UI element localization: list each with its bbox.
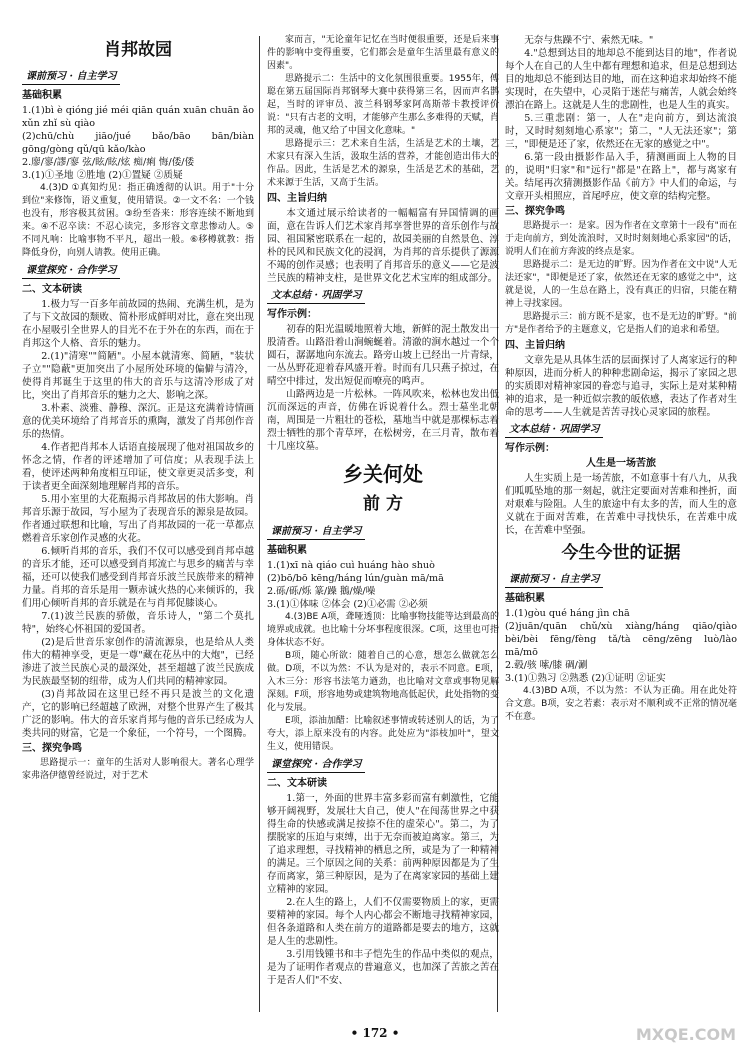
paragraph: 思路提示三：艺术来自生活，生活是艺术的土壤，艺术家只有深入生活，汲取生活的营养，才能创造出伟大的作品。因此，生活是艺术的源泉，生活是艺术的基础，艺术来源于生活，又高于生活。: [267, 139, 499, 188]
section-heading: 四、主旨归纳: [267, 193, 327, 204]
column-divider: [259, 36, 260, 1012]
section-heading: 基础积累: [267, 545, 307, 556]
answer-line: (2)chū/chù jiāo/jué bǎo/bāo bān/biàn gōng/gòng qǔ/qū kǎo/kào: [22, 131, 254, 155]
section-heading: 基础积累: [505, 593, 545, 604]
unit-title: 乡关何处: [343, 462, 423, 486]
answer-line: (2)juān/quān chǔ/xù xiàng/háng qiāo/qiào bèi/bèi fēng/fèng tǎ/tà cēng/zēng luò/lào mā/mō: [505, 621, 737, 658]
section-banner: 课堂探究 · 合作学习: [22, 264, 120, 279]
section-banner: 课前预习 · 自主学习: [22, 70, 120, 85]
answer-line: 3.(1)①熟习 ②熟悉 (2)①证明 ②证实: [505, 673, 666, 684]
paragraph: 思路提示二：生活中的文化氛围很重要。1955年，傅聪在第五届国际肖邦钢琴大赛中获得第三名，因而声名鹊起，当时的评审员、波兰科钢琴家阿高斯蒂卡教授评价说："只有古老的文明，才能够产生那么多难得的天赋，肖邦的灵魂，他又给了中国文化意味。": [267, 74, 499, 136]
column-1: [22, 34, 254, 783]
lesson-title: 今生今世的证据: [561, 543, 681, 563]
paragraph: 思路提示一：童年的生活对人影响很大。著名心理学家弗洛伊德曾经说过，对于艺术: [22, 758, 254, 781]
section-heading: 三、探究争鸣: [505, 206, 565, 217]
paragraph: 7.(1)波兰民族的骄傲，音乐诗人，"第二个莫扎特"，始终心怀祖国的爱国者。: [22, 611, 254, 635]
section-banner: 课前预习 · 自主学习: [505, 573, 603, 588]
section-banner: 课前预习 · 自主学习: [267, 525, 365, 540]
answer-line: 3.(1)①圣地 ②胜地 (2)①置疑 ②质疑: [22, 170, 183, 181]
page-number: • 172 •: [350, 1026, 400, 1040]
essay-title: 人生是一场苦旅: [586, 458, 656, 469]
answer-line: 2.廖/寥/謬/寥 弦/眩/眩/炫 痴/痢 悔/倭/倭: [22, 157, 195, 168]
section-heading: 写作示例：: [267, 309, 317, 320]
answer-explanation: 4.(3)BE A项，聋哑透顶：比喻事物技能等达到最高的境界或成就。也比喻十分坏事程度很深。C项，这里也可指身体状态不好。: [267, 612, 499, 648]
paragraph: 思路提示三：前方既不是家，也不是无边的旷野。"前方"是作者给予的主题意义，它是指人们的追求和希望。: [505, 312, 737, 335]
answer-explanation: 4.(3)BD A项，不以为然：不认为正确。用在此处符合文意。B项，安之若素：表示对不顺利或不正常的情况毫不在意。: [505, 686, 737, 722]
answer-explanation: E项，添油加醋：比喻叙述事情或转述别人的话，为了夸大，添上原来没有的内容。此处应为"添枝加叶"，望文生义，使用错误。: [267, 716, 499, 752]
section-heading: 写作示例：: [505, 443, 555, 454]
paragraph: 4.作者把肖邦本人话语直接展现了他对祖国故乡的怀念之情，作者的评述增加了可信度；从表现手法上看，使评述两种角度相互印证，使文章更灵活多变，利于读者更全面深刻地理解肖邦的音乐。: [22, 442, 254, 492]
section-banner: 文本总结 · 巩固学习: [505, 423, 603, 438]
paragraph: 思路提示一：是家。因为作者在文章第十一段有"而在于走向前方，到处流浪时，又时时刻刻地心系家园"的话，说明人们在前方奔波的终点是家。: [505, 221, 737, 257]
lesson-title: 前 方: [363, 494, 403, 514]
paragraph: 2.在人生的路上，人们不仅需要物质上的家，更需要精神的家园。每个人内心都会不断地寻找精神家园，但各条道路和人类在前方的道路都是要去的地方，这就是人生的悲剧性。: [267, 897, 499, 947]
column-2: [267, 34, 499, 987]
paragraph: 1.极力写一百多年前故园的热闹、充满生机，是为了与下文故园的颓败、简朴形成鲜明对比，意在突出现在小屋吸引全世界人的目光不在于外在的东西，而在于肖邦这个人格、音乐的魅力。: [22, 299, 254, 349]
section-heading: 基础积累: [22, 90, 62, 101]
answer-line: (2)bō/bō kēng/háng lún/guàn mā/mā: [267, 573, 444, 584]
section-heading: 四、主旨归纳: [505, 340, 565, 351]
paragraph: 1.第一，外面的世界丰富多彩而富有刺激性，它能够开阔视野，发展壮大自己，使人"在闯荡世界之中获得生命的快感或满足按捺不住的虚荣心"。第二，为了摆脱家的压迫与束缚，出于无奈而被迫离家。第三，为了追求理想，寻找精神的栖息之所，或是为了一种精神的满足。三个原因之间的关系：前两种原因都是为了生存而离家，第三种原因，是为了在离家家园的基础上建立精神的家园。: [267, 793, 499, 895]
column-3: [505, 34, 737, 724]
paragraph: 山路两边是一片松林。一阵风吹来，松林也发出低沉而深远的声音，仿佛在诉说着什么。烈士墓坐北朝南，周围是一片粗壮的苍松，墓地当中就是那棵标志着烈士牺牲的那个青草坪，在松树旁，在三月青，散布着十几座坟墓。: [267, 389, 499, 452]
watermark: MXQE.COM: [635, 1025, 736, 1044]
paragraph: 3.引用钱锺书和丰子恺先生的作品中类似的观点，是为了证明作者观点的普遍意义，也加深了苦旅之苦在于是否人们"不安、: [267, 949, 499, 986]
answer-explanation: 4.(3)D ①真知灼见：指正确透彻的认识。用于"十分到位"来修饰，语义重复，使用错误。②一文不名：一个钱也没有，形容极其贫困。③纷至沓来：形容连续不断地到来。④不忍卒读：不忍心读完，多形容文章悲惨动人。⑤不同凡响：比喻事物不平凡，超出一般。⑥移樽就教：指降低身份，向别人请教。使用正确。: [22, 183, 254, 258]
paragraph: (3)肖邦故园在这里已经不再只是波兰的文化遗产，它的影响已经超越了欧洲，对整个世界产生了极其广泛的影响。伟大的音乐家肖邦与他的音乐已经成为人类共同的财富，它是一个象征，一个符号，一个图腾。: [22, 689, 254, 739]
paragraph: 人生实质上是一场苦旅，不如意事十有八九，从我们呱呱坠地的那一刻起，就注定要面对苦难和挫折，面对艰难与险阻。人生的旅途中有太多的苦，而人生的意义就在于面对苦难，在苦难中寻找快乐，在苦难中成长，在苦难中坚强。: [505, 473, 737, 536]
paragraph: 3.朴素、淡雅、静穆、深沉。正是这充满着诗情画意的优美环境给了肖邦音乐的熏陶，激发了肖邦创作音乐的热情。: [22, 403, 254, 440]
paragraph: 初春的阳光温暖地照着大地，新鲜的泥土散发出一股清香。山路沿着山涧蜿蜒着。清澈的涧水越过一个个圆石，潺潺地向东流去。路旁山坡上已经出一片青绿，一丛丛野花迎着春风盛开着。时而有几只燕子掠过，在晴空中排过，发出短促而嘹亮的鸣声。: [267, 324, 499, 387]
paragraph: 本文通过展示给读者的一幅幅富有异国情调的画面，意在告诉人们艺术家肖邦享誉世界的音乐创作与故园、祖国紧密联系在一起的，故园美丽的自然景色、淳朴的民风和民族文化的浸润，为肖邦的音乐提供了源源不竭的创作灵感；也表明了肖邦音乐的意义——它是波兰民族的精神支柱，是世界文化艺术宝库的组成部分。: [267, 208, 499, 284]
section-heading: 三、探究争鸣: [22, 743, 82, 754]
paragraph: 5.用小室里的大花瓶揭示肖邦故居的伟大影响。肖邦音乐源于故园，写小屋为了表现音乐的源泉是故园。作者通过联想和比喻，写出了肖邦故园的一花一草都点燃着音乐家创作灵感的火花。: [22, 494, 254, 544]
paragraph: 6.第一段由摄影作品入手，猜测画面上人物的目的，说明"归家"和"远行"都是"在路上"，都与离家有关。结尾再次猜测摄影作品《前方》中人们的命运，与文章开头相照应，首尾呼应，使文章的结构完整。: [505, 152, 737, 202]
paragraph: 家而言，"无论童年记忆在当时便很重要，还是后来事件的影响中变得重要，它们都会是童年生活里最有意义的因素"。: [267, 35, 499, 71]
paragraph: 5.三重悲剧：第一，人在"走向前方，到达流浪时，又时时刻刻地心系家"；第二，"人无法还家"；第三，"即便是还了家，依然还在无家的感觉之中"。: [505, 113, 737, 150]
paragraph: (2)是后世音乐家创作的清流源泉，也是给从人类伟大的精神享受，更是一尊"藏在花丛中的大炮"，已经渗进了波兰民族心灵的最深处，甚至超越了波兰民族成为民族最坚韧的纽带，成为人们共同的精神家园。: [22, 637, 254, 687]
paragraph: 思路提示二：是无边的旷野。因为作者在文中说"人无法还家"，"即便是还了家，依然还在无家的感觉之中"，这就是说，人的一生总在路上，没有真正的归宿，只能在精神上寻找家园。: [505, 260, 737, 309]
answer-line: 2.毂/骇 嗦/膝 碉/涮: [505, 660, 588, 671]
section-banner: 文本总结 · 巩固学习: [267, 289, 365, 304]
paragraph: 4."总想到达目的地却总不能到达目的地"，作者说每个人在自己的人生中都有理想和追求，但是总想到达目的地却总不能到达目的地，而在这种追求却始终不能实现时，在失望中，心灵陷于迷茫与痛苦，人就会始终漂泊在路上。这就是人生的悲剧性，也是人生的真实。: [505, 48, 737, 111]
answer-line: 1.(1)gòu qué háng jìn chā: [505, 608, 630, 619]
answer-line: 1.(1)bì è qióng jié méi qiān quán xuān chuān ǎo xǔn zhǐ sù qiào: [22, 105, 254, 129]
answer-explanation: B项，随心所欲：随着自己的心意，想怎么做就怎么做。D项，不以为然：不认为是对的，表示不同意。E项，入木三分：形容书法笔力遒劲，也比喻对文章或事物见解深刻。F项，形容地势或建筑物地高低起伏，此处指物的变化与发展。: [267, 651, 499, 713]
section-heading: 二、文本研读: [22, 284, 82, 295]
answer-line: 2.砾/砾/烁 篆/躁 鵝/燥/噪: [267, 586, 376, 597]
section-banner: 课堂探究 · 合作学习: [267, 758, 365, 773]
paragraph: 无奈与焦躁不宁、索然无味。": [524, 35, 654, 46]
section-heading: 二、文本研读: [267, 778, 327, 789]
answer-line: 1.(1)xī nà qiáo cuì huáng hào shuò: [267, 560, 435, 571]
lesson-title: 肖邦故园: [104, 40, 172, 60]
paragraph: 2.(1)"清寒""简陋"。小屋本就清寒、简陋，"装状子立""隐蔽"更加突出了小屋所处环境的偏僻与清冷，使得肖邦诞生于这里的伟大的音乐与这清冷形成了对比，突出了肖邦音乐的魅力之大、影响之深。: [22, 351, 254, 401]
answer-line: 3.(1)①体味 ②体会 (2)①必需 ②必须: [267, 599, 428, 610]
paragraph: 文章先是从具体生活的层面探讨了人离家远行的种种原因，进而分析人的种种悲剧命运，揭示了家园之思的实质即对精神家园的眷恋与追寻，实际上是对某种精神的追求，是一种近似宗教的皈依感，表达了作者对生命的思考——人生就是苦苦寻找心灵家园的旅程。: [505, 355, 737, 418]
paragraph: 6.倾听肖邦的音乐，我们不仅可以感受到肖邦卓越的音乐才能，还可以感受到肖邦流亡与思乡的痛苦与幸福，还可以使我们感受到肖邦音乐波兰民族带来的精神力量。肖邦的音乐是用一颗赤诚火热的心来倾诉的，我们用心倾听肖邦的音乐就是在与肖邦促膝谈心。: [22, 546, 254, 609]
